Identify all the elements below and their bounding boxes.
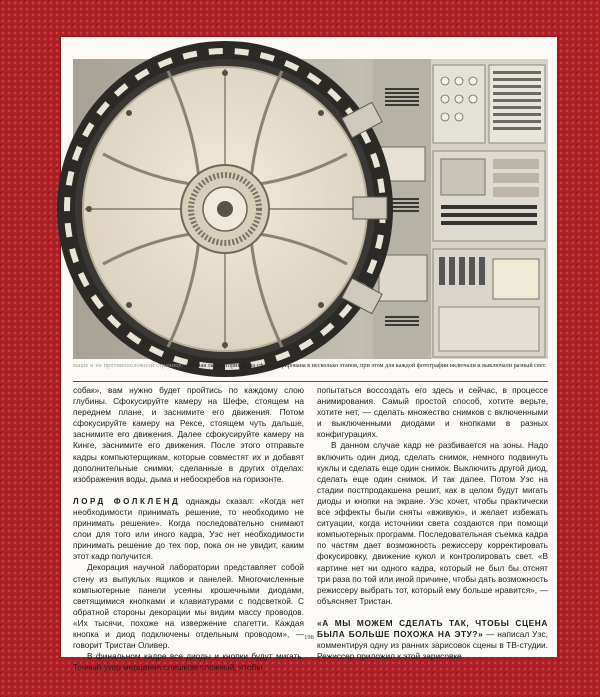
page-number: 198 <box>304 634 314 641</box>
paragraph-gap <box>73 485 304 496</box>
laboratory-set-illustration <box>73 59 548 359</box>
kicker-lord-falkland: ЛОРД ФОЛКЛЕНД <box>73 496 181 506</box>
right-paragraph-2: В данном случае кадр не разбивается на зоны. Надо включить один диод, сделать снимок, немного подвинуть куклы и сделать еще один снимок. Выключить другой диод, сделать еще один снимок. И так далее. Потом Уэс на стадии постпродакшена решит, как в целом будут мигать диоды и кнопки на экране. Уэс хочет, чтобы практически все эффекты были сняты «вживую», и желает избежать ситуации, когда источники света создаются при помощи компьютерных программ. Последовательная съемка кадра по частям дает возможность режиссеру корректировать фокусировку, движение кукол и контролировать свет. «В картине нет ни одного кадра, который не был бы отснят три раза по той или иной причине, чтобы дать возможность режиссеру выбрать тот, который ему больше нравится», — объясняет Тристан. <box>317 440 548 606</box>
caption-divider <box>73 381 548 382</box>
caption-lead: выше и на противоположной странице: <box>73 362 184 369</box>
left-column <box>73 385 304 673</box>
right-column <box>317 385 548 662</box>
book-page <box>61 37 557 673</box>
right-paragraph-1: попытаться воссоздать его здесь и сейчас, в процессе анимирования. Самый простой способ, хотите верьте, хотите нет, — сделать множество снимков с включенными и выключенными диодами и кнопками в разных конфигурациях. <box>317 385 548 440</box>
left-paragraph-2-text: однажды сказал: «Когда нет необходимости принимать решение, то необходимо не принимать решение». Когда последовательно снимают слои для того или иного кадра, Уэс нет необходимости принимать решение до тех пор, пока он не увидит, каким этот кадр получится. <box>73 495 305 562</box>
paragraph-gap <box>317 607 548 618</box>
laboratory-photo <box>73 59 548 359</box>
right-paragraph-3-text: — написал Уэс, комментируя одну из ранних зарисовок сцены в ТВ-студии. Режиссер приложил к этой зарисовке <box>317 628 548 662</box>
left-paragraph-3: Декорация научной лаборатории представляет собой стену из выпуклых ящиков и панелей. Многочисленные компьютерные панели усеяны крошечными диодами, светящимися кнопками и клавиатурами с подсветкой. С обратной стороны декорации мы видим массу проводов. «Их тысячи, похоже на извержение спагетти. Каждая кнопка и диод подключены отдельным проводом», — говорит Тристан Оливер. <box>73 562 304 651</box>
left-paragraph-2 <box>73 496 304 563</box>
photo-caption <box>73 362 548 370</box>
left-paragraph-1: собак», вам нужно будет пройтись по каждому слою глубины. Сфокусируйте камеру на Шефе, стоящем на переднем плане, и заснимите его движения. Потом сфокусируйте камеру на Рексе, стоящем чуть дальше, заснимите его движения. Далее сфокусируйте камеру на Кинге, заснимите его движения. После этого отправьте кадры компьютерщикам, которые совместят их и добавят дополнительные снимки, сделанные в других отделах: изображения воды, дыма и небоскребов на горизонте. <box>73 385 304 484</box>
left-paragraph-4: В финальном кадре все диоды и кнопки будут мигать. Точный узор мерцания слишком сложный, чтобы <box>73 651 304 673</box>
quote-heading: «А МЫ МОЖЕМ СДЕЛАТЬ ТАК, ЧТОБЫ СЦЕНА БЫЛА БОЛЬШЕ ПОХОЖА НА ЭТУ?» <box>317 617 548 639</box>
caption-text: научная лаборатория была сфотографирована в несколько этапов, при этом для каждой фотографии включали и выключали разный свет. <box>183 362 547 369</box>
